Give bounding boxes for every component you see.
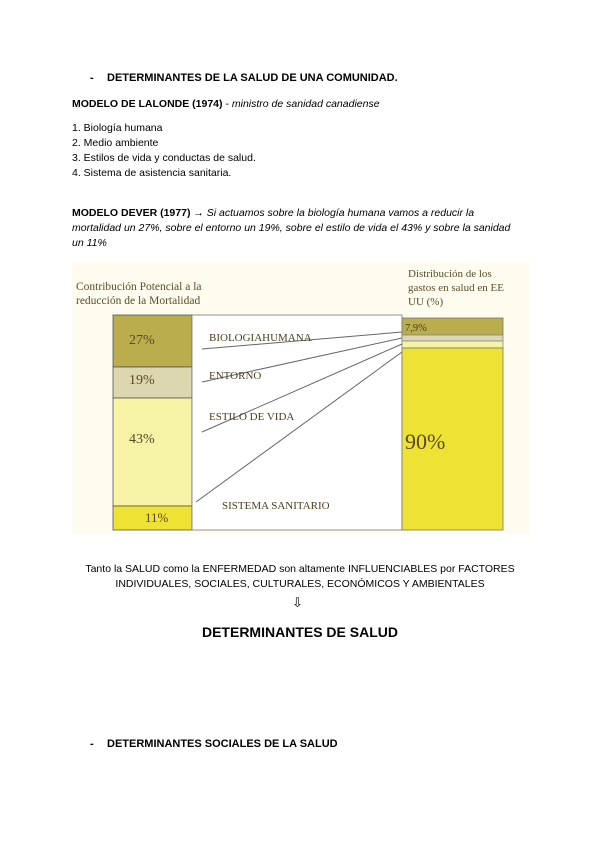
dever-figure-graphic — [72, 262, 529, 534]
dever-text: Si actuamos sobre la biología humana vamos a reducir la mortalidad un 27%, sobre el entorno un 19%, sobre el estilo de vida el 43% y sobre la sanidad un 11% — [72, 207, 511, 249]
lalonde-note: ministro de sanidad canadiense — [231, 98, 380, 110]
dever-label: MODELO DEVER (1977) — [72, 207, 191, 219]
determinantes-heading: DETERMINANTES DE SALUD — [201, 624, 398, 640]
left-title-line: reducción de la Mortalidad — [76, 295, 201, 307]
section-title: DETERMINANTES SOCIALES DE LA SALUD — [107, 738, 338, 750]
left-title-line: Contribución Potencial a la — [76, 281, 202, 293]
list-item: 1. Biología humana — [72, 122, 163, 134]
lalonde-list — [72, 121, 256, 181]
bar-segment-estilo-vida — [113, 398, 192, 506]
right-title-line: UU (%) — [408, 296, 444, 308]
dever-figure — [72, 262, 529, 534]
lalonde-separator: - — [222, 98, 232, 110]
down-arrow-icon: ⇩ — [292, 596, 303, 611]
spending-segment-entorno — [402, 335, 503, 341]
percent-label-biologia: 27% — [129, 333, 155, 348]
percent-label-estilo-vida: 43% — [129, 432, 155, 447]
bullet-dash: - — [90, 738, 94, 750]
spending-segment-estilo-vida — [402, 341, 503, 348]
percent-label-entorno: 19% — [129, 373, 155, 388]
lalonde-label: MODELO DE LALONDE (1974) — [72, 98, 223, 110]
segment-label-entorno: ENTORNO — [209, 370, 262, 382]
right-title-line: Distribución de los — [408, 268, 492, 280]
spending-label-sistema-sanitario: 90% — [405, 429, 446, 454]
dever-model-paragraph — [72, 206, 512, 251]
section-heading-determinantes-comunidad — [90, 72, 510, 86]
percent-label-sistema-sanitario: 11% — [145, 510, 169, 525]
list-item: 3. Estilos de vida y conductas de salud. — [72, 152, 256, 164]
bullet-dash: - — [90, 72, 94, 84]
segment-label-estilo-vida: ESTILO DE VIDA — [209, 411, 295, 423]
section-heading-determinantes-sociales — [90, 738, 510, 752]
lalonde-model-line — [72, 98, 380, 110]
spending-label-biologia: 7,9% — [405, 323, 427, 334]
section-title: DETERMINANTES DE LA SALUD DE UNA COMUNIDAD. — [107, 72, 398, 84]
dever-arrow: → — [190, 207, 207, 219]
influence-paragraph: Tanto la SALUD como la ENFERMEDAD son altamente INFLUENCIABLES por FACTORES INDIVIDUALES, SOCIALES, CULTURALES, ECONÓMICOS Y AMBIENTALES — [85, 563, 515, 590]
list-item: 4. Sistema de asistencia sanitaria. — [72, 167, 232, 179]
segment-label-sistema-sanitario: SISTEMA SANITARIO — [222, 500, 330, 512]
list-item: 2. Medio ambiente — [72, 137, 159, 149]
right-title-line: gastos en salud en EE — [408, 282, 504, 294]
segment-label-biologia: BIOLOGIAHUMANA — [209, 332, 312, 344]
